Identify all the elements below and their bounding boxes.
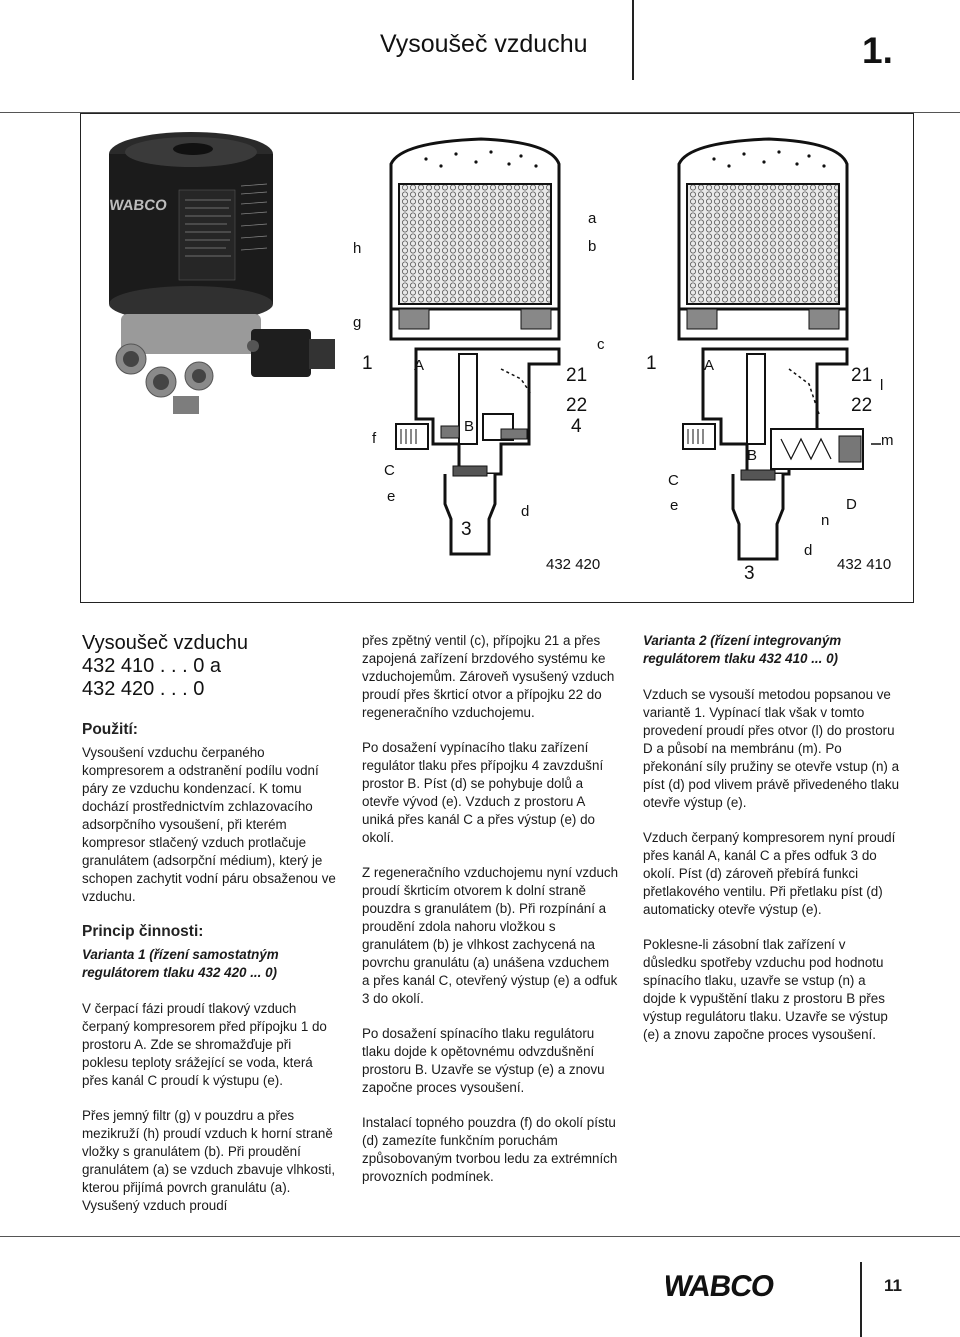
label-port-22-left: 22	[566, 395, 588, 416]
product-title	[82, 632, 340, 701]
label-port-1-left: 1	[362, 353, 373, 374]
figure-drawing	[81, 114, 915, 604]
label-n: n	[821, 512, 830, 529]
wabco-logo-text: WABCO	[666, 1270, 776, 1301]
variant-2-heading: Varianta 2 (řízení integrovaným regulátorem tlaku 432 410 ... 0)	[643, 633, 842, 666]
product-figure	[80, 113, 914, 603]
paragraph: Po dosažení vypínacího tlaku zařízení regulátor tlaku přes přípojku 4 zavzdušní prostor B. Píst (d) se pohybuje dolů a otevře vývod (e). Vzduch z prostoru A uniká přes kanál C a přes výstup (e) do okolí.	[362, 740, 604, 845]
paragraph: Poklesne-li zásobní tlak zařízení v důsledku spotřeby vzduchu pod hodnotu spínacího tlaku, uzavře se vstup (n) a dojde k vypuštění tlaku z prostoru B přes výstup regulátoru tlaku. Uzavře se výstup (e) a znovu započne proces vysoušení.	[643, 937, 888, 1042]
label-B-right: B	[747, 447, 758, 464]
dryer-photo	[108, 132, 335, 414]
label-B-left: B	[464, 418, 475, 435]
usage-heading: Použití:	[82, 721, 138, 738]
label-C-left: C	[384, 462, 395, 479]
variant-1-heading: Varianta 1 (řízení samostatným regulátorem tlaku 432 420 ... 0)	[82, 947, 279, 980]
label-D: D	[846, 496, 857, 513]
cross-section-432-420	[391, 139, 559, 554]
label-port-22-right: 22	[851, 395, 873, 416]
label-port-3-left: 3	[461, 519, 472, 540]
paragraph: V čerpací fázi proudí tlakový vzduch čerpaný kompresorem před přípojku 1 do prostoru A. Zde se shromažďuje při poklesu teploty srážející se voda, která přes kanál C proudí k výstupu (e).	[82, 1001, 327, 1088]
paragraph: Vzduch se vysouší metodou popsanou ve variantě 1. Vypínací tlak však v tomto provedení proudí přes otvor (l) do prostoru D a působí na membránu (m). Po překonání síly pružiny se otevře vstup (n) a píst (d) pod vlivem právě přivedeného tlaku otevře výstup (e).	[643, 687, 900, 810]
usage-paragraph: Vysoušení vzduchu čerpaného kompresorem a odstranění podílu vodní páry ze vzduchu kondenzací. K tomu dochází prostřednictvím zchlazovacího adsorpčního vysoušení, při kterém kompresor stlačený vzduch protlačuje granulátem (adsorpční médium), který je schopen zachytit vodní páru obsaženou ve vzduchu.	[82, 745, 336, 904]
label-A-left: A	[414, 357, 425, 374]
paragraph: přes zpětný ventil (c), přípojku 21 a přes zapojená zařízení brzdového systému ke vzduchojemům. Zároveň vysušený vzduch proudí přes škrticí otvor a přípojku 22 do regeneračního vzduchojemu.	[362, 633, 615, 720]
label-l: l	[880, 377, 884, 394]
label-port-4-left: 4	[571, 416, 582, 437]
label-d-right: d	[804, 542, 813, 559]
label-port-3-right: 3	[744, 563, 755, 584]
paragraph: Po dosažení spínacího tlaku regulátoru tlaku dojde k opětovnému odvzdušnění prostoru B. Uzavře se výstup (e) a znovu započne proces vysoušení.	[362, 1026, 605, 1095]
paragraph: Přes jemný filtr (g) v pouzdru a přes mezikruží (h) proudí vzduch k horní straně vložky s granulátem (b). Při proudění granulátem (a) se vzduch zbavuje vlhkosti, kterou přijímá povrch granulátu (a). Vysušený vzduch proudí	[82, 1108, 336, 1213]
section-number: 1.	[862, 30, 893, 71]
wabco-logo	[666, 1269, 806, 1306]
paragraph: Vzduch čerpaný kompresorem nyní proudí přes kanál A, kanál C a přes odfuk 3 do okolí. Píst (d) zároveň přebírá funkci přetlakového ventilu. Při přetlaku píst (d) automaticky otevře výstup (e).	[643, 830, 896, 917]
label-port-1-right: 1	[646, 353, 657, 374]
label-e-left: e	[387, 488, 396, 505]
label-g: g	[353, 314, 362, 331]
label-h: h	[353, 240, 362, 257]
label-e-right: e	[670, 497, 679, 514]
text-column-3	[643, 632, 901, 1061]
label-b: b	[588, 238, 597, 255]
paragraph: Z regeneračního vzduchojemu nyní vzduch proudí škrticím otvorem k dolní straně pouzdra s granulátem (b). Při rozpínání a proudění zdola nahoru vložkou s granulátem (b) je vlhkost zachycená na povrchu granulátu (a) unášena vzduchem a přes kanál C, otevřený výstup (e) a odfuk 3 do okolí.	[362, 865, 619, 1006]
principle-heading: Princip činnosti:	[82, 923, 204, 940]
model-code-right: 432 410	[837, 556, 892, 573]
label-c: c	[597, 336, 605, 353]
label-port-21-right: 21	[851, 365, 873, 386]
model-code-left: 432 420	[546, 556, 601, 573]
product-title-line-2: 432 410 . . . 0 a	[82, 655, 221, 677]
product-title-line-1: Vysoušeč vzduchu	[82, 632, 249, 654]
page-title: Vysoušeč vzduchu	[380, 30, 588, 58]
label-C-right: C	[668, 472, 679, 489]
label-port-21-left: 21	[566, 365, 588, 386]
paragraph: Instalací topného pouzdra (f) do okolí pístu (d) zamezíte funkčním poruchám způsobovaným tvorbou ledu za extrémních provozních podmínek.	[362, 1115, 618, 1184]
text-column-2	[362, 632, 620, 1203]
text-column-1	[82, 632, 340, 1232]
footer-rule	[0, 1236, 960, 1237]
label-m: m	[881, 432, 894, 449]
product-title-line-3: 432 420 . . . 0	[82, 678, 205, 700]
header-divider	[632, 0, 634, 80]
label-A-right: A	[704, 357, 715, 374]
svg-text:WABCO: WABCO	[108, 197, 168, 214]
footer-divider	[860, 1262, 862, 1337]
page-number: 11	[884, 1276, 902, 1295]
label-f: f	[372, 430, 377, 447]
label-d-left: d	[521, 503, 530, 520]
label-a: a	[588, 210, 597, 227]
